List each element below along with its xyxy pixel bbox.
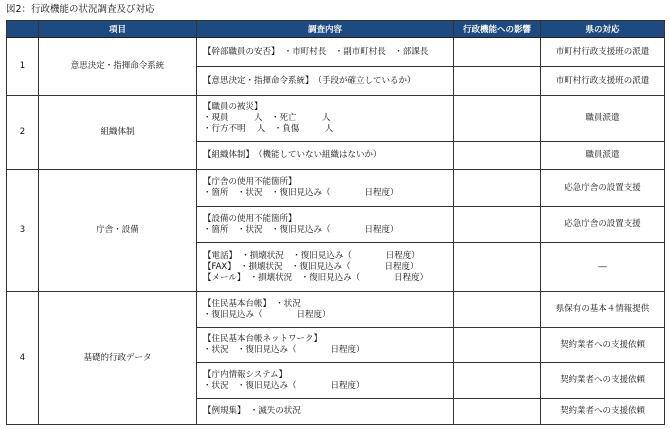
- survey-content-line: ・現員 人 ・死亡 人: [203, 113, 331, 123]
- survey-content-line: ・箇所 ・状況 ・復旧見込み（ 日程度）: [203, 224, 399, 235]
- impact-cell: [454, 67, 541, 96]
- survey-content-cell: [197, 243, 454, 292]
- survey-content-line: 【意思決定・指揮命令系統】 （手段が確立しているか）: [203, 75, 416, 86]
- response-cell: 職員派遣: [541, 96, 665, 142]
- response-cell: 市町村行政支援班の派遣: [541, 67, 665, 96]
- table-row: [7, 292, 665, 328]
- survey-content-line: ・状況 ・復旧見込み（ 日程度）: [203, 380, 365, 391]
- impact-cell: [454, 96, 541, 142]
- header-row: [7, 21, 665, 38]
- survey-content-line: ・箇所 ・状況 ・復旧見込み（ 日程度）: [203, 188, 399, 198]
- impact-cell: [454, 243, 541, 292]
- section-number: 1: [7, 38, 39, 96]
- survey-content-line: 【例規集】 ・滅失の状況: [203, 406, 301, 416]
- survey-content-line: 【幹部職員の安否】 ・市町村長 ・副市町村長 ・部課長: [203, 46, 429, 57]
- survey-content-cell: [197, 67, 454, 96]
- impact-cell: [454, 292, 541, 328]
- table-row: [7, 96, 665, 142]
- table-caption: 図2：行政機能の状況調査及び対応: [6, 4, 155, 15]
- table-row: [7, 170, 665, 207]
- response-cell: 契約業者への支援依頼: [541, 363, 665, 399]
- header-impact: 行政機能への影響: [454, 21, 541, 38]
- survey-content-cell: [197, 96, 454, 142]
- survey-content-cell: [197, 207, 454, 243]
- impact-cell: [454, 170, 541, 207]
- response-cell: 応急庁舎の設置支援: [541, 207, 665, 243]
- impact-cell: [454, 363, 541, 399]
- survey-content-line: 【庁内情報システム】: [203, 369, 288, 380]
- response-cell: 県保有の基本４情報提供: [541, 292, 665, 328]
- table-row: [7, 38, 665, 67]
- survey-content-line: 【FAX】 ・損壊状況 ・復旧見込み（ 日程度）: [203, 261, 419, 272]
- table-body: [7, 38, 665, 425]
- impact-cell: [454, 207, 541, 243]
- survey-content-cell: [197, 399, 454, 425]
- survey-content-cell: [197, 142, 454, 170]
- header-response: 県の対応: [541, 21, 665, 38]
- survey-content-line: 【住民基本台帳ネットワーク】: [203, 334, 323, 344]
- header-num: [7, 21, 39, 38]
- impact-cell: [454, 399, 541, 425]
- section-item: 庁舎・設備: [39, 170, 197, 292]
- survey-content-line: 【設備の使用不能箇所】: [203, 213, 297, 224]
- header-item: 項目: [39, 21, 197, 38]
- survey-content-line: 【電話】 ・損壊状況 ・復旧見込み（ 日程度）: [203, 250, 420, 261]
- section-number: 4: [7, 292, 39, 425]
- response-cell: 職員派遣: [541, 142, 665, 170]
- section-item: 基礎的行政データ: [39, 292, 197, 425]
- section-number: 2: [7, 96, 39, 170]
- survey-content-line: ・状況 ・復旧見込み（ 日程度）: [203, 345, 365, 355]
- survey-content-line: 【組織体制】 （機能していない組織はないか）: [203, 150, 382, 160]
- survey-content-cell: [197, 292, 454, 328]
- section-item: 組織体制: [39, 96, 197, 170]
- survey-content-cell: [197, 363, 454, 399]
- survey-content-line: 【住民基本台帳】 ・状況: [203, 298, 301, 309]
- survey-content-line: ・行方不明 人 ・負傷 人: [203, 124, 334, 134]
- impact-cell: [454, 328, 541, 363]
- survey-content-line: ・復旧見込み（ 日程度）: [203, 309, 331, 320]
- response-cell: ―: [541, 243, 665, 292]
- response-cell: 市町村行政支援班の派遣: [541, 38, 665, 67]
- response-cell: 契約業者への支援依頼: [541, 399, 665, 425]
- response-cell: 契約業者への支援依頼: [541, 328, 665, 363]
- survey-content-line: 【職員の被災】: [203, 102, 263, 112]
- section-number: 3: [7, 170, 39, 292]
- impact-cell: [454, 142, 541, 170]
- survey-content-line: 【庁舎の使用不能箇所】: [203, 177, 297, 187]
- survey-table: [6, 20, 665, 425]
- impact-cell: [454, 38, 541, 67]
- response-cell: 応急庁舎の設置支援: [541, 170, 665, 207]
- header-content: 調査内容: [197, 21, 454, 38]
- survey-content-cell: [197, 38, 454, 67]
- survey-content-cell: [197, 328, 454, 363]
- section-item: 意思決定・指揮命令系統: [39, 38, 197, 96]
- survey-content-line: 【メール】 ・損壊状況 ・復旧見込み（ 日程度）: [203, 272, 429, 283]
- survey-content-cell: [197, 170, 454, 207]
